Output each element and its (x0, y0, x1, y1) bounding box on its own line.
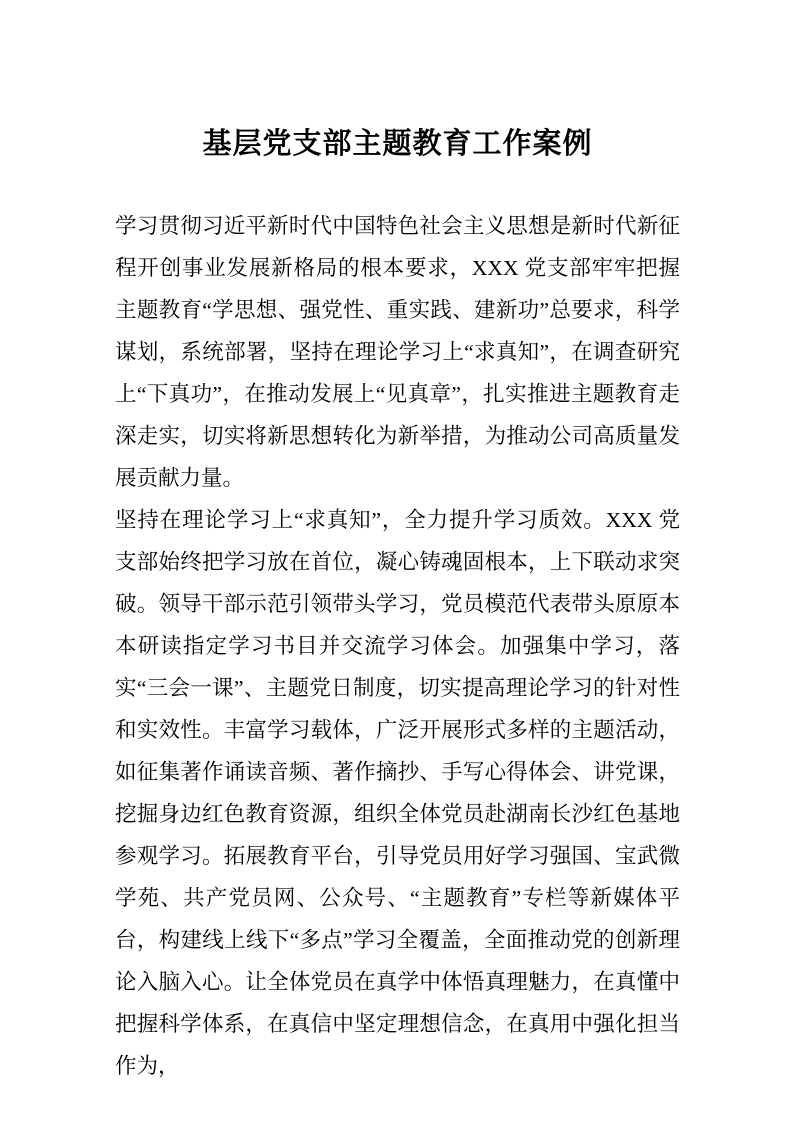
paragraph-theory-study: 坚持在理论学习上“求真知”，全力提升学习质效。XXX 党支部始终把学习放在首位，凝心铸魂固根本，上下联动求突破。领导干部示范引领带头学习，党员模范代表带头原原本本研读指定学习书目并交流学习体会。加强集中学习，落实“三会一课”、主题党日制度，切实提高理论学习的针对性和实效性。丰富学习载体，广泛开展形式多样的主题活动，如征集著作诵读音频、著作摘抄、手写心得体会、讲党课，挖掘身边红色教育资源，组织全体党员赴湖南长沙红色基地参观学习。拓展教育平台，引导党员用好学习强国、宝武微学苑、共产党员网、公众号、“主题教育”专栏等新媒体平台，构建线上线下“多点”学习全覆盖，全面推动党的创新理论入脑入心。让全体党员在真学中体悟真理魅力，在真懂中把握科学体系，在真信中坚定理想信念，在真用中强化担当作为， (115, 508, 680, 1078)
paragraph-intro: 学习贯彻习近平新时代中国特色社会主义思想是新时代新征程开创事业发展新格局的根本要求，XXX 党支部牢牢把握主题教育“学思想、强党性、重实践、建新功”总要求，科学谋划，系统部署，坚持在理论学习上“求真知”，在调查研究上“下真功”，在推动发展上“见真章”，扎实推进主题教育走深走实，切实将新思想转化为新举措，为推动公司高质量发展贡献力量。 (115, 214, 680, 490)
document-title: 基层党支部主题教育工作案例 (202, 128, 593, 160)
